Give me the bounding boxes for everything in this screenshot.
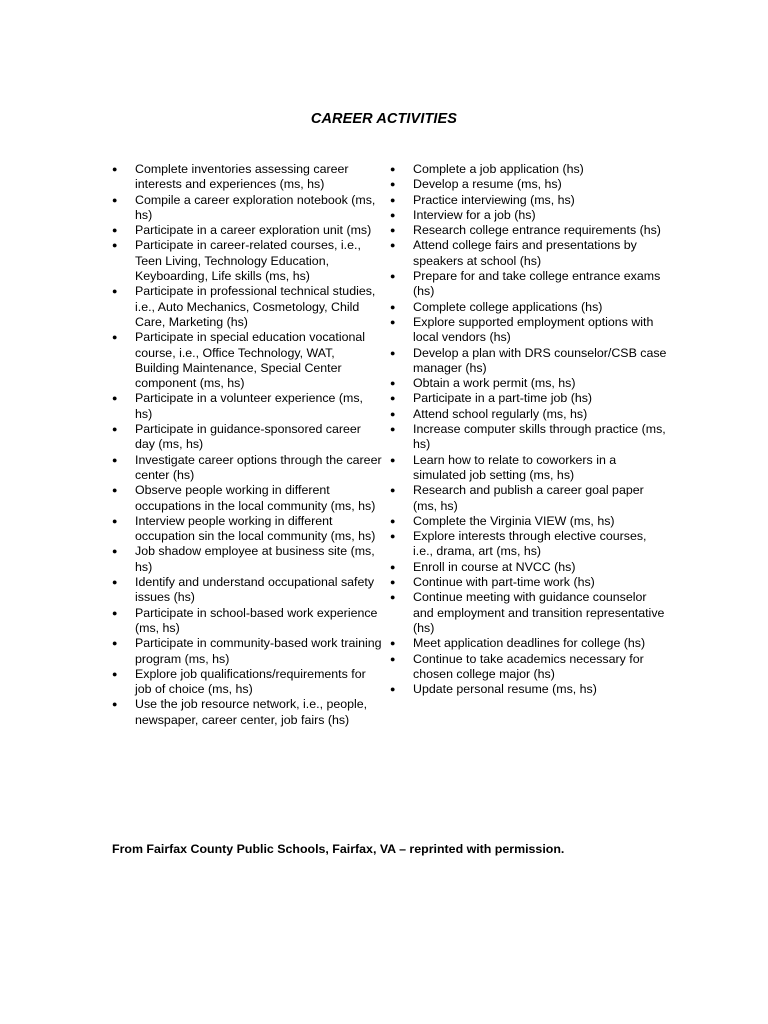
list-item-text: Participate in community-based work training program (ms, hs) (135, 636, 382, 666)
list-item-text: Participate in professional technical studies, i.e., Auto Mechanics, Cosmetology, Child Care, Marketing (hs) (135, 284, 376, 329)
bullet-icon: ● (390, 485, 396, 496)
list-item (110, 223, 382, 238)
bullet-icon: ● (390, 209, 396, 220)
list-item (110, 606, 382, 637)
right-activity-list (388, 162, 668, 697)
list-item-text: Participate in school-based work experience (ms, hs) (135, 605, 378, 635)
bullet-icon: ● (390, 240, 396, 251)
list-item-text: Prepare for and take college entrance exams (hs) (413, 269, 661, 299)
bullet-icon: ● (112, 668, 118, 679)
bullet-icon: ● (390, 653, 396, 664)
bullet-icon: ● (112, 515, 118, 526)
list-item-text: Meet application deadlines for college (hs) (413, 636, 646, 651)
bullet-icon: ● (112, 332, 118, 343)
bullet-icon: ● (390, 301, 396, 312)
list-item-text: Research college entrance requirements (hs) (413, 223, 661, 238)
list-item (110, 544, 382, 575)
list-item-text: Interview for a job (hs) (413, 207, 536, 222)
list-item (388, 208, 668, 223)
list-item-text: Complete inventories assessing career interests and experiences (ms, hs) (135, 162, 349, 192)
list-item (110, 575, 382, 606)
list-item (110, 514, 382, 545)
list-item (388, 636, 668, 651)
left-activity-list (110, 162, 382, 728)
list-item-text: Complete a job application (hs) (413, 162, 584, 176)
list-item-text: Continue to take academics necessary for chosen college major (hs) (413, 651, 644, 681)
list-item (388, 453, 668, 484)
bullet-icon: ● (112, 546, 118, 557)
list-item-text: Obtain a work permit (ms, hs) (413, 376, 576, 391)
footer-attribution: From Fairfax County Public Schools, Fairfax, VA – reprinted with permission. (112, 842, 565, 856)
list-item (110, 284, 382, 330)
list-item-text: Continue with part-time work (hs) (413, 575, 595, 590)
bullet-icon: ● (390, 347, 396, 358)
list-item (110, 238, 382, 284)
bullet-icon: ● (390, 592, 396, 603)
list-item (388, 193, 668, 208)
bullet-icon: ● (112, 607, 118, 618)
bullet-icon: ● (112, 194, 118, 205)
list-item (110, 667, 382, 698)
list-item-text: Participate in guidance-sponsored career day (ms, hs) (135, 422, 361, 452)
list-item (388, 590, 668, 636)
list-item (388, 391, 668, 406)
bullet-icon: ● (390, 424, 396, 435)
list-item-text: Compile a career exploration notebook (ms, hs) (135, 192, 376, 222)
list-item-text: Participate in a part-time job (hs) (413, 391, 593, 406)
list-item (110, 453, 382, 484)
list-item (110, 483, 382, 514)
list-item-text: Interview people working in different occupation sin the local community (ms, hs) (135, 513, 376, 544)
bullet-icon: ● (390, 164, 396, 174)
list-item-text: Identify and understand occupational safety issues (hs) (135, 575, 375, 605)
list-item (388, 300, 668, 315)
list-item (388, 269, 668, 300)
list-item-text: Practice interviewing (ms, hs) (413, 192, 575, 207)
bullet-icon: ● (112, 699, 118, 710)
list-item-text: Job shadow employee at business site (ms, hs) (135, 544, 375, 574)
list-item (110, 636, 382, 667)
bullet-icon: ● (390, 531, 396, 542)
bullet-icon: ● (390, 454, 396, 465)
list-item (110, 422, 382, 453)
bullet-icon: ● (390, 225, 396, 236)
list-item-text: Investigate career options through the career center (hs) (135, 452, 382, 482)
bullet-icon: ● (112, 638, 118, 649)
list-item-text: Attend school regularly (ms, hs) (413, 406, 588, 421)
list-item (388, 162, 668, 177)
list-item-text: Research and publish a career goal paper (ms, hs) (413, 483, 644, 513)
list-item-text: Observe people working in different occupations in the local community (ms, hs) (135, 483, 376, 513)
bullet-icon: ● (112, 164, 118, 174)
bullet-icon: ● (390, 316, 396, 327)
list-item-text: Complete college applications (hs) (413, 299, 603, 314)
list-item-text: Attend college fairs and presentations by speakers at school (hs) (413, 238, 637, 268)
list-item (388, 315, 668, 346)
bullet-icon: ● (390, 378, 396, 389)
page-title: CAREER ACTIVITIES (310, 111, 458, 127)
list-item (388, 223, 668, 238)
list-item (388, 652, 668, 683)
list-item-text: Participate in career-related courses, i.e., Teen Living, Technology Education, Keyboarding, Life skills (ms, hs) (135, 238, 361, 284)
bullet-icon: ● (390, 684, 396, 695)
list-item (388, 177, 668, 192)
list-item (110, 330, 382, 391)
list-item (388, 560, 668, 575)
bullet-icon: ● (112, 225, 118, 236)
list-item (388, 346, 668, 377)
list-item-text: Continue meeting with guidance counselor and employment and transition representative (hs) (413, 590, 665, 635)
list-item-text: Develop a resume (ms, hs) (413, 177, 562, 192)
bullet-icon: ● (112, 393, 118, 404)
list-item (388, 514, 668, 529)
list-item-text: Develop a plan with DRS counselor/CSB case manager (hs) (413, 345, 667, 375)
bullet-icon: ● (112, 485, 118, 496)
bullet-icon: ● (390, 393, 396, 404)
list-item (110, 391, 382, 422)
list-item-text: Participate in special education vocational course, i.e., Office Technology, WAT, Building Maintenance, Special Center component (ms, hs) (135, 330, 366, 391)
bullet-icon: ● (390, 561, 396, 572)
list-item-text: Explore job qualifications/requirements for job of choice (ms, hs) (135, 666, 366, 697)
list-item (110, 193, 382, 224)
list-item (388, 483, 668, 514)
list-item (388, 575, 668, 590)
bullet-icon: ● (390, 515, 396, 526)
bullet-icon: ● (390, 577, 396, 588)
list-item (388, 682, 668, 697)
list-item (110, 162, 382, 193)
bullet-icon: ● (112, 424, 118, 435)
list-item-text: Learn how to relate to coworkers in a simulated job setting (ms, hs) (413, 452, 617, 482)
list-item (388, 376, 668, 391)
list-item-text: Enroll in course at NVCC (hs) (413, 559, 576, 574)
bullet-icon: ● (390, 179, 396, 190)
list-item-text: Use the job resource network, i.e., people, newspaper, career center, job fairs (hs) (135, 697, 368, 727)
bullet-icon: ● (112, 577, 118, 588)
list-item (388, 407, 668, 422)
list-item-text: Update personal resume (ms, hs) (413, 682, 597, 697)
bullet-icon: ● (390, 408, 396, 419)
list-item (110, 697, 382, 728)
list-item (388, 529, 668, 560)
list-item-text: Participate in a volunteer experience (ms, hs) (135, 391, 363, 421)
list-item-text: Explore supported employment options with local vendors (hs) (413, 314, 654, 345)
list-item (388, 238, 668, 269)
bullet-icon: ● (390, 638, 396, 649)
bullet-icon: ● (112, 454, 118, 465)
bullet-icon: ● (390, 194, 396, 205)
list-item-text: Increase computer skills through practice (ms, hs) (413, 422, 666, 452)
bullet-icon: ● (112, 240, 118, 251)
list-item (388, 422, 668, 453)
list-item-text: Explore interests through elective courses, i.e., drama, art (ms, hs) (413, 529, 647, 559)
list-item-text: Participate in a career exploration unit (ms) (135, 223, 372, 238)
bullet-icon: ● (390, 271, 396, 282)
bullet-icon: ● (112, 286, 118, 297)
list-item-text: Complete the Virginia VIEW (ms, hs) (413, 513, 615, 528)
